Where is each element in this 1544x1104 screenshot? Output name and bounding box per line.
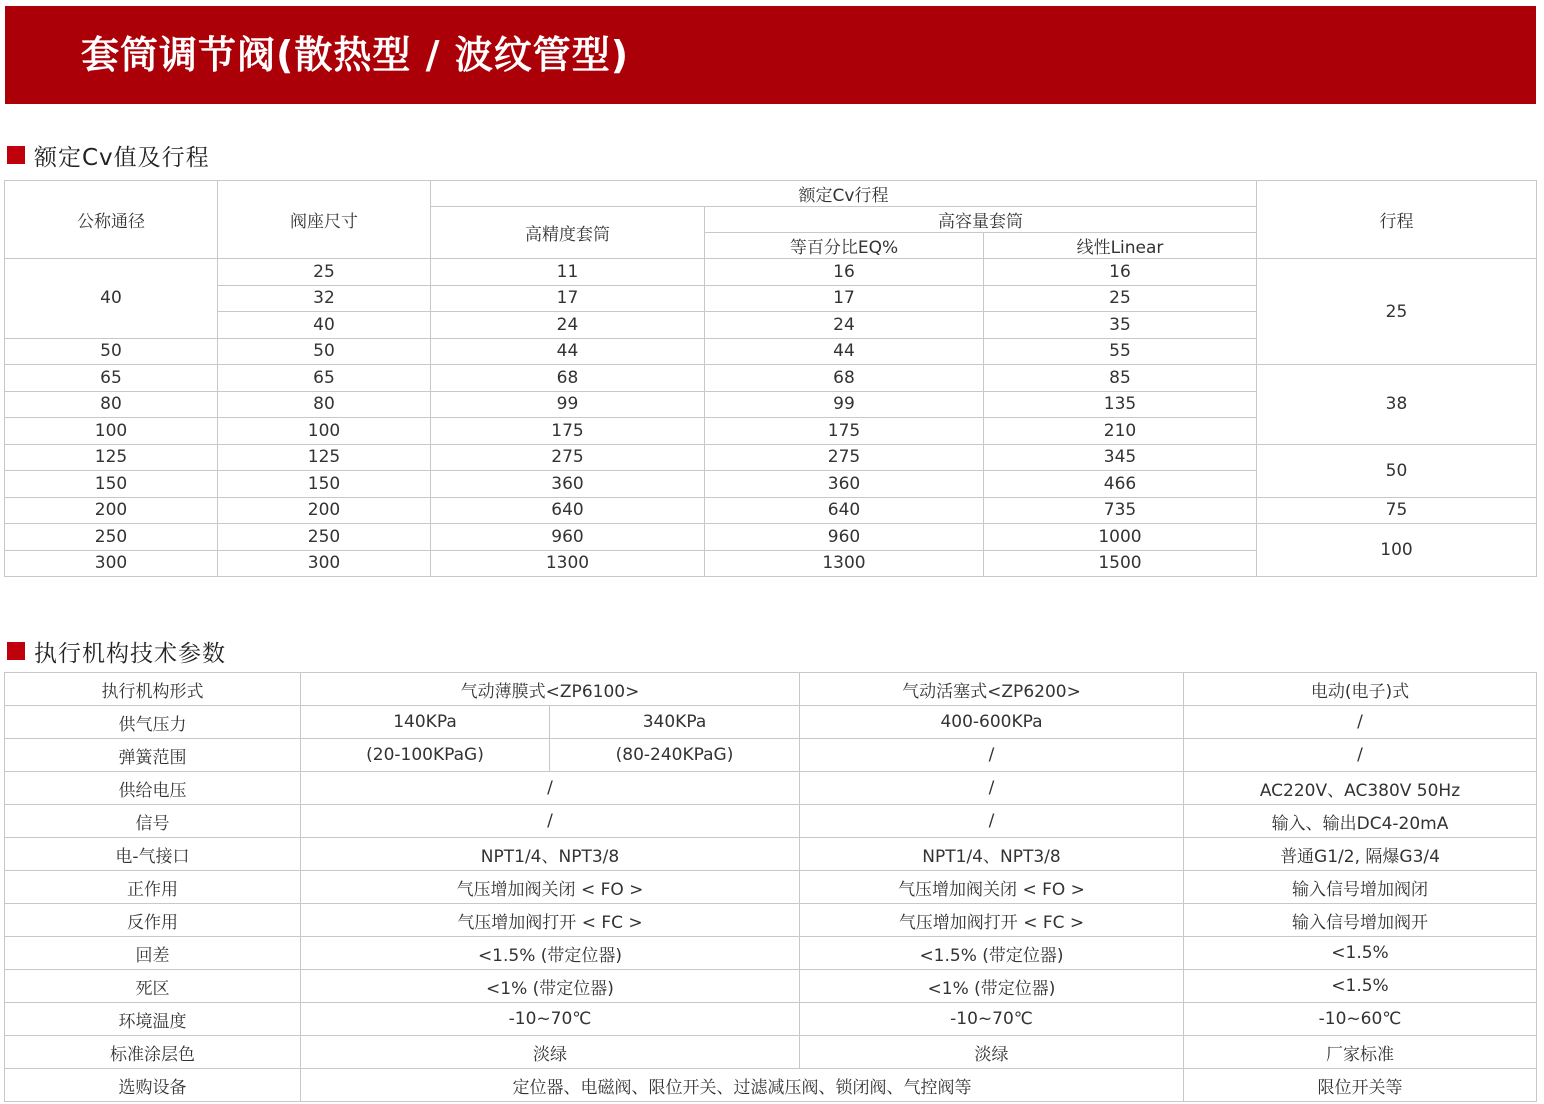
cell-high-precision: 360 <box>431 471 705 498</box>
cell-electric: / <box>1184 706 1537 739</box>
cell-linear: 345 <box>984 444 1257 471</box>
cell-eq: 16 <box>705 259 984 286</box>
table-row <box>5 1003 1537 1036</box>
cell-nominal-diameter: 125 <box>5 444 218 471</box>
cell-nominal-diameter: 65 <box>5 365 218 392</box>
cell-nominal-diameter: 50 <box>5 338 218 365</box>
header-high-precision-cage: 高精度套筒 <box>431 207 705 259</box>
table-row <box>5 365 1537 392</box>
row-label: 环境温度 <box>5 1003 301 1036</box>
cell-zp6100: <1% (带定位器) <box>301 970 800 1003</box>
cv-table <box>4 180 1537 577</box>
row-label: 正作用 <box>5 871 301 904</box>
table-row <box>5 838 1537 871</box>
cell-seat-size: 250 <box>218 524 431 551</box>
cell-seat-size: 300 <box>218 550 431 577</box>
cell-zp6100: <1.5% (带定位器) <box>301 937 800 970</box>
section-title: 执行机构技术参数 <box>34 640 226 667</box>
cell-seat-size: 65 <box>218 365 431 392</box>
cell-electric: 厂家标准 <box>1184 1036 1537 1069</box>
section-heading-cv <box>7 140 210 170</box>
cell-zp6200: -10~70℃ <box>800 1003 1184 1036</box>
cell-zp6100-b: (80-240KPaG) <box>550 739 800 772</box>
cell-travel: 25 <box>1257 259 1537 365</box>
header-high-capacity-cage: 高容量套筒 <box>705 207 1257 233</box>
cell-travel: 50 <box>1257 444 1537 497</box>
table-row <box>5 970 1537 1003</box>
table-row <box>5 524 1537 551</box>
header-travel: 行程 <box>1257 181 1537 259</box>
row-label: 选购设备 <box>5 1069 301 1102</box>
cell-seat-size: 125 <box>218 444 431 471</box>
cell-electric: <1.5% <box>1184 937 1537 970</box>
header-zp6100: 气动薄膜式<ZP6100> <box>301 673 800 706</box>
cell-linear: 466 <box>984 471 1257 498</box>
row-label: 供气压力 <box>5 706 301 739</box>
table-row <box>5 937 1537 970</box>
cell-linear: 135 <box>984 391 1257 418</box>
table-row <box>5 739 1537 772</box>
cell-pneumatic: 定位器、电磁阀、限位开关、过滤减压阀、锁闭阀、气控阀等 <box>301 1069 1184 1102</box>
cell-high-precision: 11 <box>431 259 705 286</box>
cell-electric: 普通G1/2, 隔爆G3/4 <box>1184 838 1537 871</box>
cell-zp6200: 400-600KPa <box>800 706 1184 739</box>
cell-electric: / <box>1184 739 1537 772</box>
cell-zp6100: / <box>301 805 800 838</box>
cell-linear: 55 <box>984 338 1257 365</box>
cell-electric: 输入信号增加阀开 <box>1184 904 1537 937</box>
table-row <box>5 444 1537 471</box>
cell-seat-size: 80 <box>218 391 431 418</box>
table-row <box>5 772 1537 805</box>
row-label: 回差 <box>5 937 301 970</box>
table-row <box>5 497 1537 524</box>
cell-zp6200: NPT1/4、NPT3/8 <box>800 838 1184 871</box>
header-nominal-diameter: 公称通径 <box>5 181 218 259</box>
red-square-icon <box>7 146 25 164</box>
cell-nominal-diameter: 250 <box>5 524 218 551</box>
cell-nominal-diameter: 100 <box>5 418 218 445</box>
row-label: 死区 <box>5 970 301 1003</box>
row-label: 标准涂层色 <box>5 1036 301 1069</box>
cell-electric: 限位开关等 <box>1184 1069 1537 1102</box>
cell-linear: 85 <box>984 365 1257 392</box>
cell-eq: 175 <box>705 418 984 445</box>
cell-travel: 100 <box>1257 524 1537 577</box>
table-row <box>5 1036 1537 1069</box>
cell-zp6100: NPT1/4、NPT3/8 <box>301 838 800 871</box>
cell-zp6100-a: 140KPa <box>301 706 550 739</box>
cell-linear: 35 <box>984 312 1257 339</box>
cell-electric: -10~60℃ <box>1184 1003 1537 1036</box>
cell-zp6100: 淡绿 <box>301 1036 800 1069</box>
cell-electric: <1.5% <box>1184 970 1537 1003</box>
section-heading-actuator <box>7 636 226 666</box>
cell-eq: 640 <box>705 497 984 524</box>
row-label: 电-气接口 <box>5 838 301 871</box>
cell-high-precision: 17 <box>431 285 705 312</box>
header-zp6200: 气动活塞式<ZP6200> <box>800 673 1184 706</box>
cell-travel: 38 <box>1257 365 1537 445</box>
cell-eq: 1300 <box>705 550 984 577</box>
cell-zp6200: <1% (带定位器) <box>800 970 1184 1003</box>
cell-linear: 25 <box>984 285 1257 312</box>
table-row <box>5 706 1537 739</box>
cell-electric: 输入信号增加阀闭 <box>1184 871 1537 904</box>
cell-high-precision: 1300 <box>431 550 705 577</box>
cell-eq: 68 <box>705 365 984 392</box>
cell-zp6200: 气压增加阀关闭 < FO > <box>800 871 1184 904</box>
cell-eq: 17 <box>705 285 984 312</box>
cell-zp6100-b: 340KPa <box>550 706 800 739</box>
header-eq-percentage: 等百分比EQ% <box>705 233 984 259</box>
table-header-row <box>5 673 1537 706</box>
table-row <box>5 259 1537 286</box>
cell-nominal-diameter: 300 <box>5 550 218 577</box>
cell-zp6200: / <box>800 805 1184 838</box>
cell-zp6200: 淡绿 <box>800 1036 1184 1069</box>
cell-electric: 输入、输出DC4-20mA <box>1184 805 1537 838</box>
cell-eq: 24 <box>705 312 984 339</box>
cell-eq: 275 <box>705 444 984 471</box>
row-label: 信号 <box>5 805 301 838</box>
row-label: 弹簧范围 <box>5 739 301 772</box>
cell-zp6200: <1.5% (带定位器) <box>800 937 1184 970</box>
actuator-table <box>4 672 1537 1102</box>
section-title: 额定Cv值及行程 <box>34 144 210 171</box>
cell-seat-size: 25 <box>218 259 431 286</box>
cell-high-precision: 275 <box>431 444 705 471</box>
cell-eq: 960 <box>705 524 984 551</box>
cell-high-precision: 175 <box>431 418 705 445</box>
cell-linear: 735 <box>984 497 1257 524</box>
cell-eq: 44 <box>705 338 984 365</box>
cell-seat-size: 100 <box>218 418 431 445</box>
table-row <box>5 1069 1537 1102</box>
cell-eq: 360 <box>705 471 984 498</box>
cell-zp6100: -10~70℃ <box>301 1003 800 1036</box>
table-row <box>5 805 1537 838</box>
table-row <box>5 904 1537 937</box>
cell-linear: 1500 <box>984 550 1257 577</box>
cell-zp6100: / <box>301 772 800 805</box>
cell-linear: 210 <box>984 418 1257 445</box>
cell-high-precision: 24 <box>431 312 705 339</box>
cell-nominal-diameter: 80 <box>5 391 218 418</box>
cell-zp6200: 气压增加阀打开 < FC > <box>800 904 1184 937</box>
cell-travel: 75 <box>1257 497 1537 524</box>
cell-nominal-diameter: 40 <box>5 259 218 339</box>
cell-high-precision: 44 <box>431 338 705 365</box>
table-row <box>5 871 1537 904</box>
cell-zp6100-a: (20-100KPaG) <box>301 739 550 772</box>
cell-linear: 1000 <box>984 524 1257 551</box>
cell-zp6200: / <box>800 739 1184 772</box>
header-electric: 电动(电子)式 <box>1184 673 1537 706</box>
cell-nominal-diameter: 200 <box>5 497 218 524</box>
cell-high-precision: 99 <box>431 391 705 418</box>
cell-high-precision: 960 <box>431 524 705 551</box>
cell-seat-size: 200 <box>218 497 431 524</box>
row-label: 供给电压 <box>5 772 301 805</box>
header-actuator-type: 执行机构形式 <box>5 673 301 706</box>
cell-linear: 16 <box>984 259 1257 286</box>
header-seat-size: 阀座尺寸 <box>218 181 431 259</box>
cell-eq: 99 <box>705 391 984 418</box>
cell-electric: AC220V、AC380V 50Hz <box>1184 772 1537 805</box>
cell-high-precision: 640 <box>431 497 705 524</box>
cell-seat-size: 150 <box>218 471 431 498</box>
row-label: 反作用 <box>5 904 301 937</box>
cell-nominal-diameter: 150 <box>5 471 218 498</box>
cell-high-precision: 68 <box>431 365 705 392</box>
title-banner <box>5 6 1536 104</box>
cell-zp6100: 气压增加阀打开 < FC > <box>301 904 800 937</box>
cell-seat-size: 40 <box>218 312 431 339</box>
cell-zp6200: / <box>800 772 1184 805</box>
red-square-icon <box>7 642 25 660</box>
cell-seat-size: 32 <box>218 285 431 312</box>
cell-seat-size: 50 <box>218 338 431 365</box>
header-rated-cv-travel: 额定Cv行程 <box>431 181 1257 207</box>
cell-zp6100: 气压增加阀关闭 < FO > <box>301 871 800 904</box>
header-linear: 线性Linear <box>984 233 1257 259</box>
page-title: 套筒调节阀(散热型 / 波纹管型) <box>81 33 630 77</box>
